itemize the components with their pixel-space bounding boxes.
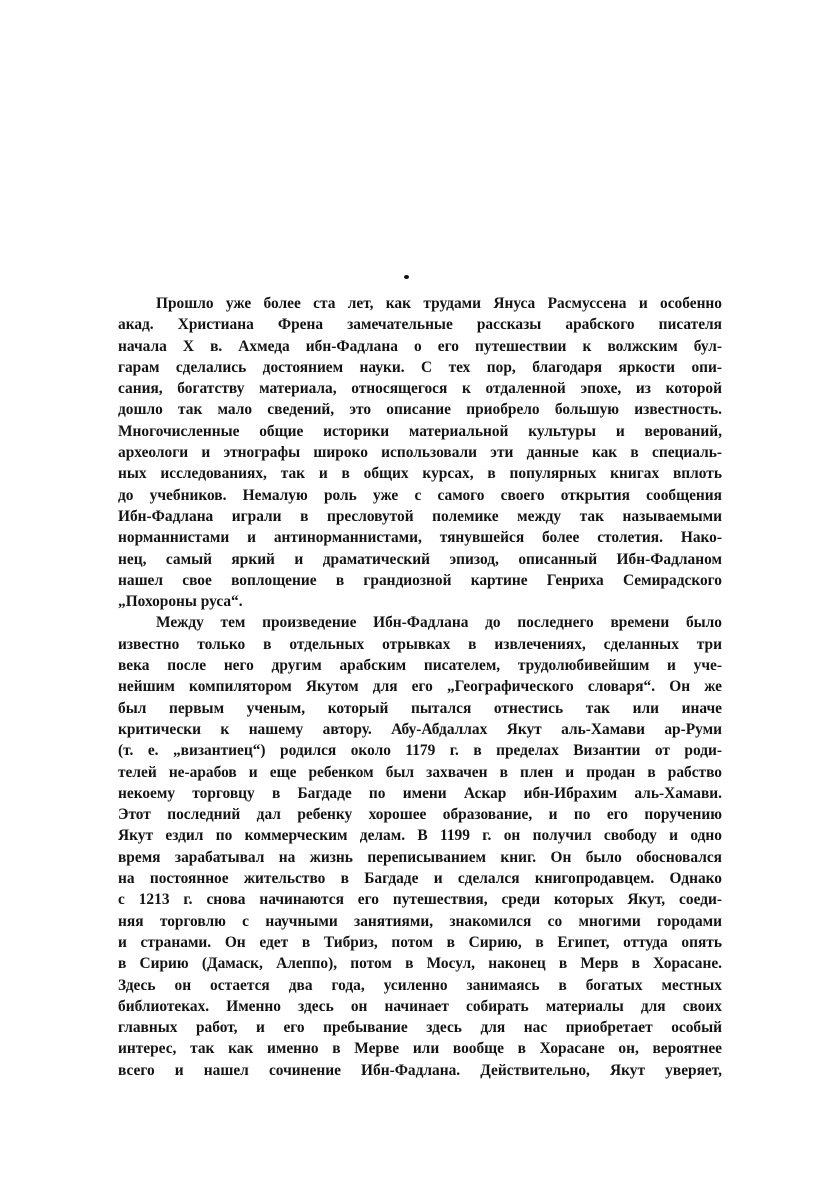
- text-line: и странами. Он едет в Тибриз, потом в Сирию, в Египет, оттуда опять: [118, 933, 722, 951]
- text-line: критически к нашему автору. Абу-Абдаллах Якут аль-Хамави ар-Руми: [118, 720, 722, 738]
- text-line: археологи и этнографы широко использовали эти данные как в специаль-: [118, 444, 722, 462]
- paragraph-1: [118, 293, 722, 612]
- text-line: акад. Христиана Френа замечательные рассказы арабского писателя: [118, 316, 722, 334]
- text-line: нашел свое воплощение в грандиозной картине Генриха Семирадского: [118, 571, 722, 589]
- text-line: Этот последний дал ребенку хорошее образование, и по его поручению: [118, 806, 722, 824]
- text-line: библиотеках. Именно здесь он начинает собирать материалы для своих: [118, 997, 722, 1015]
- text-line: интерес, так как именно в Мерве или вообще в Хорасане он, вероятнее: [118, 1040, 722, 1058]
- text-line: Здесь он остается два года, усиленно занимаясь в богатых местных: [118, 976, 722, 994]
- text-line: нец, самый яркий и драматический эпизод, описанный Ибн-Фадланом: [118, 550, 722, 568]
- paragraph-2: [118, 612, 722, 1081]
- text-line: известно только в отдельных отрывках в извлечениях, сделанных три: [118, 635, 722, 653]
- text-line: „Похороны руса“.: [118, 593, 243, 611]
- text-line: Между тем произведение Ибн-Фадлана до последнего времени было: [156, 614, 722, 632]
- text-line: главных работ, и его пребывание здесь для нас приобретает особый: [118, 1019, 722, 1037]
- text-line: с 1213 г. снова начинаются его путешествия, среди которых Якут, соеди-: [118, 891, 722, 909]
- text-line: дошло так мало сведений, это описание приобрело большую известность.: [118, 401, 722, 419]
- text-line: всего и нашел сочинение Ибн-Фадлана. Действительно, Якут уверяет,: [118, 1061, 722, 1079]
- text-line: Прошло уже более ста лет, как трудами Януса Расмуссена и особенно: [156, 295, 722, 312]
- text-line: на постоянное жительство в Багдаде и сделался книгопродавцем. Однако: [118, 870, 722, 888]
- text-line: (т. е. „византиец“) родился около 1179 г. в пределах Византии от роди-: [118, 742, 722, 760]
- text-line: время зарабатывал на жизнь переписыванием книг. Он было обосновался: [118, 848, 722, 866]
- ink-dot: [404, 275, 409, 279]
- page-body: [118, 293, 722, 1081]
- text-line: Ибн-Фадлана играли в пресловутой полемике между так называемыми: [118, 507, 722, 525]
- text-line: телей не-арабов и еще ребенком был захвачен в плен и продан в рабство: [118, 763, 722, 781]
- text-line: некоему торговцу в Багдаде по имени Аскар ибн-Ибрахим аль-Хамави.: [118, 784, 722, 802]
- text-line: нейшим компилятором Якутом для его „Географического словаря“. Он же: [118, 678, 722, 696]
- text-line: няя торговлю с научными занятиями, знакомился со многими городами: [118, 912, 722, 930]
- text-line: норманнистами и антинорманнистами, тянувшейся более столетия. Нако-: [118, 529, 722, 547]
- text-line: в Сирию (Дамаск, Алеппо), потом в Мосул, наконец в Мерв в Хорасане.: [118, 955, 722, 973]
- text-line: начала X в. Ахмеда ибн-Фадлана о его путешествии к волжским бул-: [118, 337, 722, 355]
- text-line: гарам сделались достоянием науки. С тех пор, благодаря яркости опи-: [118, 358, 722, 376]
- text-line: ных исследованиях, так и в общих курсах, в популярных книгах вплоть: [118, 465, 722, 483]
- text-line: сания, богатству материала, относящегося к отдаленной эпохе, из которой: [118, 380, 722, 398]
- text-line: Многочисленные общие историки материальной культуры и верований,: [118, 422, 722, 440]
- text-line: был первым ученым, который пытался отнестись так или иначе: [118, 699, 722, 717]
- text-line: Якут ездил по коммерческим делам. В 1199 г. он получил свободу и одно: [118, 827, 722, 845]
- text-line: века после него другим арабским писателем, трудолюбивейшим и уче-: [118, 657, 722, 675]
- text-line: до учебников. Немалую роль уже с самого своего открытия сообщения: [118, 486, 722, 504]
